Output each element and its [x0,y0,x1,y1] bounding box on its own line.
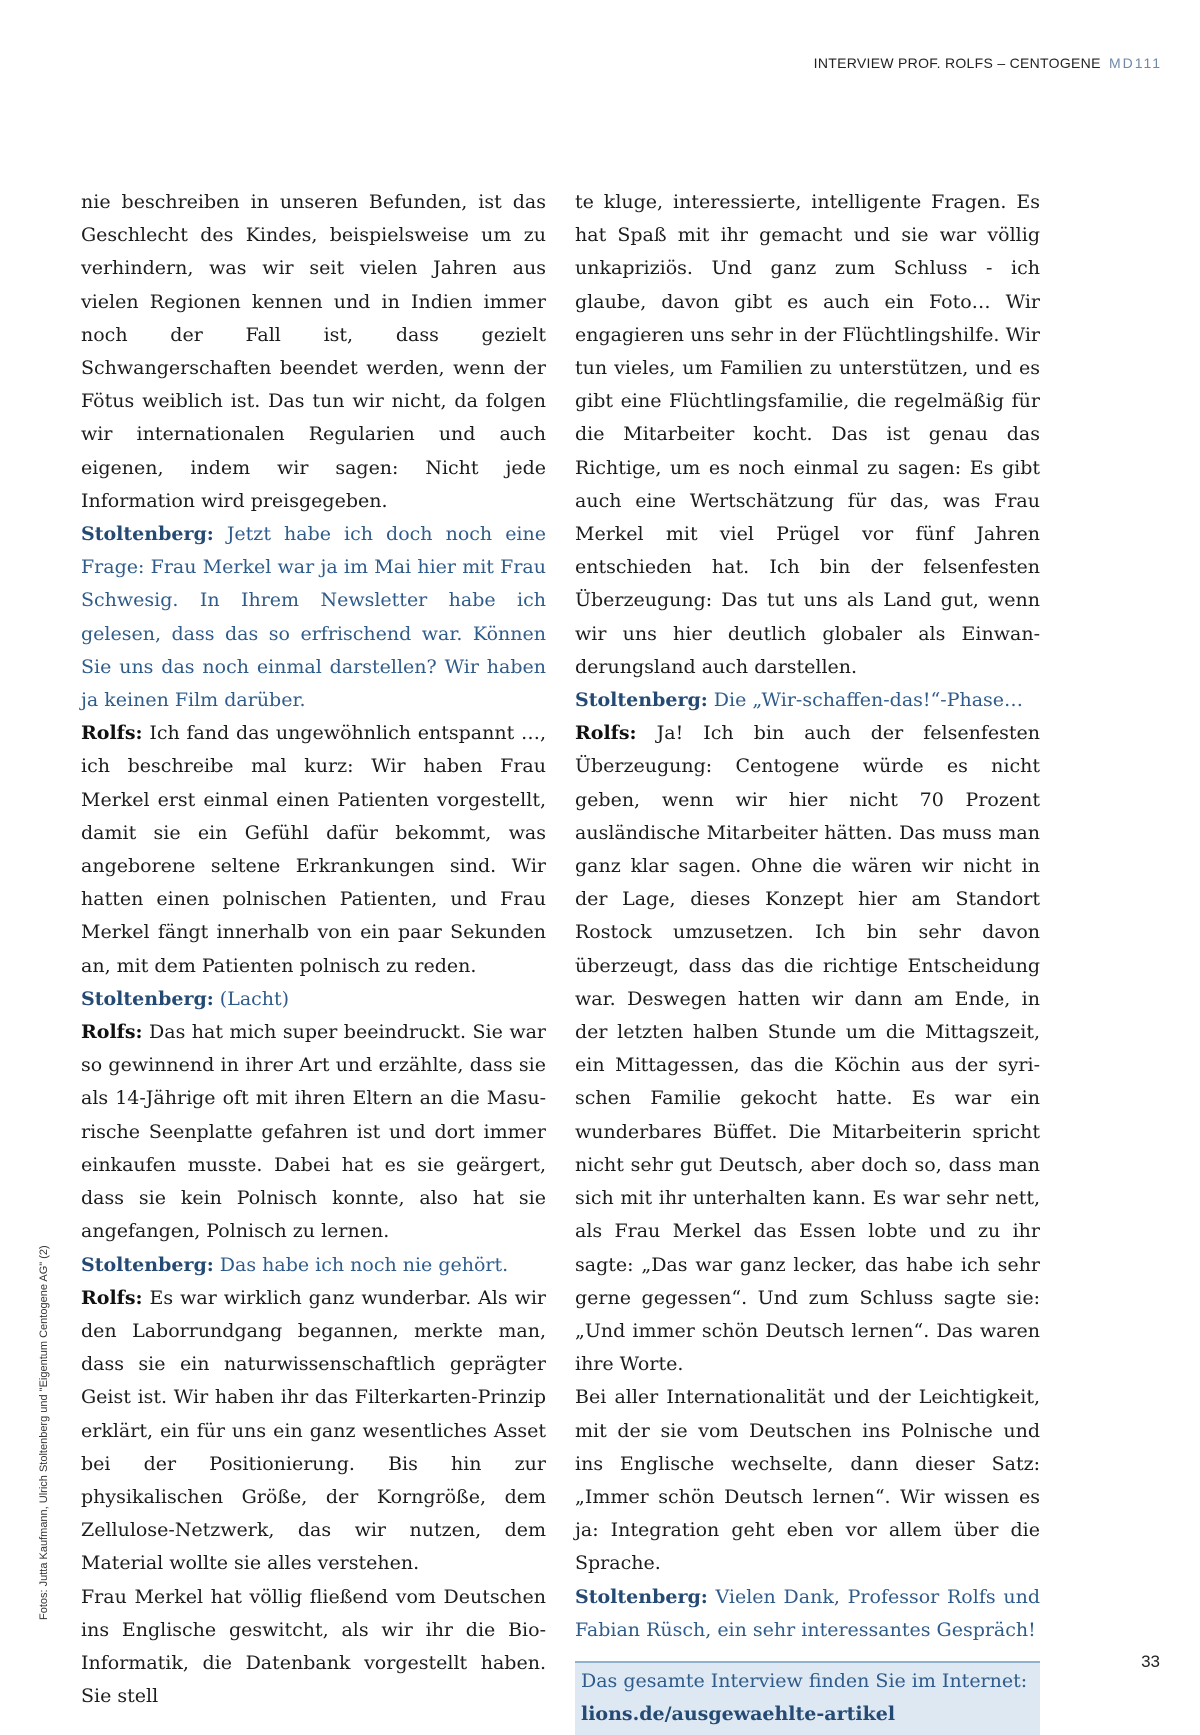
speaker-label: Stoltenberg: [81,1253,214,1276]
speaker-label: Rolfs: [81,722,143,745]
answer-paragraph: Rolfs: Das hat mich super beeindruckt. Sie war so gewinnend in ihrer Art und erzählte, dass sie als 14-Jährige oft mit ihren Eltern an die Masurische Seenplatte gefahren ist und dort immer einkaufen musste. Dabei hat es sie geärgert, dass sie kein Polnisch konnte, also hat sie angefangen, Polnisch zu lernen. [81,1021,546,1243]
page-number: 33 [1141,1652,1160,1671]
info-box-text: Das gesamte Interview finden Sie im Internet: [581,1669,1028,1692]
photo-credit: Fotos: Jutta Kaufmann, Ulrich Stoltenberg und "Eigentum Centogene AG" (2) [38,1245,50,1620]
answer-paragraph: Rolfs: Es war wirklich ganz wunderbar. Als wir den Laborrundgang begannen, merkte man, dass sie ein naturwissenschaftlich geprägter Geist ist. Wir haben ihr das Filterkarten-Prinzip erklärt, ein für uns ein ganz wesentliches Asset bei der Positionierung. Bis hin zur physikalischen Größe, der Korngröße, dem Zellulose-Netzwerk, das wir nutzen, dem Material wollte sie alles verstehen. [81,1286,546,1575]
speaker-label: Rolfs: [81,1286,143,1309]
paragraph: nie beschreiben in unseren Befunden, ist das Geschlecht des Kindes, beispielsweise um zu verhindern, was wir seit vielen Jahren aus vielen Regionen kennen und in Indien immer noch der Fall ist, dass gezielt Schwangerschaften beendet werden, wenn der Fötus weiblich ist. Das tun wir nicht, da folgen wir internationalen Regularien und auch eigenen, indem wir sagen: Nicht jede Information wird preisgegeben. [81,191,546,512]
running-header-magazine: MD111 [1108,55,1162,71]
answer-paragraph: Rolfs: Ich fand das ungewöhnlich entspannt …, ich beschreibe mal kurz: Wir haben Frau Merkel erst einmal einen Patienten vorgestellt, damit sie ein Gefühl dafür bekommt, was angeborene seltene Erkrankungen sind. Wir hatten einen polnischen Patienten, und Frau Merkel fängt innerhalb von ein paar Sekunden an, mit dem Patienten polnisch zu reden. [81,722,546,977]
left-column [81,186,546,1713]
interview-link[interactable]: lions.de/ausgewaehlte-artikel [581,1703,896,1726]
online-interview-box [575,1661,1040,1735]
speaker-label: Stoltenberg: [81,523,214,546]
paragraph: te kluge, interessierte, intelligente Fragen. Es hat Spaß mit ihr gemacht und sie war völlig unkapriziös. Und ganz zum Schluss - ich glaube, davon gibt es auch ein Foto… Wir engagieren uns sehr in der Flüchtlingshilfe. Wir tun vieles, um Familien zu unterstützen, und es gibt eine Flüchtlingsfamilie, die regelmäßig für die Mitarbeiter kocht. Das ist genau das Richtige, um es noch einmal zu sagen: Es gibt auch eine Wertschätzung für das, was Frau Merkel mit viel Prügel vor fünf Jahren entschieden hat. Ich bin der felsenfesten Überzeugung: Das tut uns als Land gut, wenn wir uns hier deutlich globaler als Einwanderungsland auch darstellen. [575,191,1040,678]
question-paragraph: Stoltenberg: Das habe ich noch nie gehört. [81,1253,509,1276]
speaker-label: Stoltenberg: [575,1585,708,1608]
question-paragraph: Stoltenberg: Die „Wir-schaffen-das!“-Phase… [575,689,1024,712]
running-header [814,55,1162,71]
right-column [575,186,1040,1735]
answer-paragraph: Rolfs: Ja! Ich bin auch der felsenfesten Überzeugung: Centogene würde es nicht geben, wenn wir hier nicht 70 Prozent ausländische Mitarbeiter hätten. Das muss man ganz klar sagen. Ohne die wären wir nicht in der Lage, dieses Konzept hier am Standort Rostock umzusetzen. Ich bin sehr davon überzeugt, dass das die richtige Entscheidung war. Deswegen hatten wir dann am Ende, in der letzten halben Stunde um die Mittagszeit, ein Mittagessen, das die Köchin aus der syrischen Familie gekocht hatte. Es war ein wunderbares Büffet. Die Mitarbeiterin spricht nicht sehr gut Deutsch, aber doch so, dass man sich mit ihr unterhalten kann. Es war sehr nett, als Frau Merkel das Essen lobte und zu ihr sagte: „Das war ganz lecker, das habe ich sehr gerne gegessen“. Und zum Schluss sagte sie: „Und immer schön Deutsch lernen“. Das waren ihre Worte. [575,722,1041,1376]
paragraph: Frau Merkel hat völlig fließend vom Deutschen ins Englische geswitcht, als wir ihr die Bio-Informatik, die Datenbank vorgestellt haben. Sie stell [81,1585,546,1708]
speaker-label: Stoltenberg: [81,987,214,1010]
speaker-label: Rolfs: [81,1021,143,1044]
question-paragraph: Stoltenberg: Jetzt habe ich doch noch eine Frage: Frau Merkel war ja im Mai hier mit Frau Schwesig. In Ihrem Newsletter habe ich gelesen, dass das so erfrischend war. Können Sie uns das noch einmal darstellen? Wir haben ja keinen Film darüber. [81,523,546,712]
running-header-section: INTERVIEW PROF. ROLFS – CENTOGENE [813,55,1101,71]
question-paragraph: Stoltenberg: Vielen Dank, Professor Rolfs und Fabian Rüsch, ein sehr interessantes Gespräch! [575,1585,1040,1641]
paragraph: Bei aller Internationalität und der Leichtigkeit, mit der sie vom Deutschen ins Polnische und ins Englische wechselte, dann dieser Satz: „Immer schön Deutsch lernen“. Wir wissen es ja: Integration geht eben vor allem über die Sprache. [575,1386,1040,1575]
speaker-label: Rolfs: [575,722,637,745]
speaker-label: Stoltenberg: [575,689,708,712]
question-paragraph: Stoltenberg: (Lacht) [81,987,290,1010]
